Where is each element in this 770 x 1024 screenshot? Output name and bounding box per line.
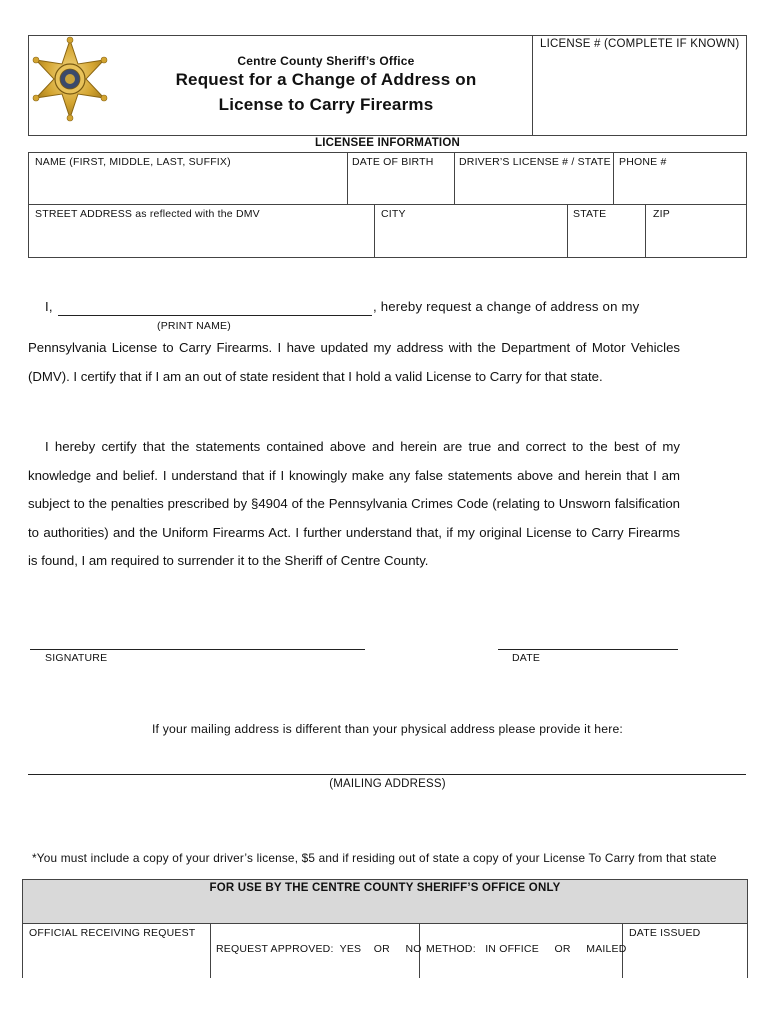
licensee-section-title: LICENSEE INFORMATION — [315, 137, 460, 149]
date-label: DATE — [512, 652, 541, 664]
request-approved-label — [216, 943, 422, 955]
date-line — [498, 649, 678, 650]
mailing-address-prompt: If your mailing address is different than your physical address please provide it here: — [151, 722, 624, 736]
col-divider — [210, 923, 211, 978]
drivers-license-input[interactable] — [457, 172, 613, 202]
method-label-text: METHOD: — [426, 943, 476, 955]
form-title-line2: License to Carry Firearms — [218, 95, 434, 114]
col-divider — [347, 152, 348, 204]
date-issued-label: DATE ISSUED — [629, 927, 701, 939]
signature-input[interactable] — [30, 630, 368, 650]
phone-label: PHONE # — [619, 156, 667, 168]
request-suffix: , hereby request a change of address on my — [373, 299, 640, 314]
mailing-address-input[interactable] — [28, 755, 749, 775]
request-prefix: I, — [45, 299, 53, 314]
license-number-label: LICENSE # (COMPLETE IF KNOWN) — [540, 38, 740, 50]
approved-label-text: REQUEST APPROVED: — [216, 943, 334, 955]
col-divider — [567, 204, 568, 258]
certification-paragraph: I hereby certify that the statements contained above and herein are true and correct to the best of my knowledge and belief. I understand that if I knowingly make any false statements above and herein that I am subject to the penalties prescribed by §4904 of the Pennsylvania Crimes Code (relating to Unsworn falsification to authorities) and the Uniform Firearms Act. I further understand that, if my original License to Carry Firearms is found, I am required to surrender it to the Sheriff of Centre County. — [28, 439, 680, 568]
approved-no[interactable]: NO — [405, 943, 422, 955]
state-input[interactable] — [570, 224, 646, 256]
street-address-label: STREET ADDRESS as reflected with the DMV — [35, 208, 260, 220]
col-divider — [374, 204, 375, 258]
print-name-input[interactable] — [58, 296, 374, 316]
licensee-row-divider — [28, 204, 747, 205]
print-name-line — [58, 315, 372, 316]
office-name: Centre County Sheriff’s Office — [237, 54, 415, 68]
phone-input[interactable] — [616, 172, 746, 202]
license-number-input[interactable] — [536, 60, 746, 132]
approved-yes[interactable]: YES — [339, 943, 362, 955]
drivers-license-label: DRIVER’S LICENSE # / STATE — [459, 156, 611, 168]
request-paragraph: Pennsylvania License to Carry Firearms. I have updated my address with the Department of Motor Vehicles (DMV). I certify that if I am an out of state resident that I hold a valid License to Carry for that state. — [28, 340, 680, 384]
name-input[interactable] — [32, 172, 346, 202]
name-label: NAME (FIRST, MIDDLE, LAST, SUFFIX) — [35, 156, 231, 168]
method-mailed[interactable]: MAILED — [586, 943, 627, 955]
street-address-input[interactable] — [32, 224, 374, 256]
method-or: OR — [554, 943, 571, 955]
method-in-office[interactable]: IN OFFICE — [485, 943, 539, 955]
dob-input[interactable] — [350, 172, 454, 202]
mailing-address-line — [28, 774, 746, 775]
method-label — [426, 943, 627, 955]
zip-input[interactable] — [649, 224, 747, 256]
requirements-note: *You must include a copy of your driver’s license, $5 and if residing out of state a copy of your License To Carry from that state — [32, 851, 717, 865]
city-label: CITY — [381, 208, 406, 220]
mailing-address-label: (MAILING ADDRESS) — [329, 778, 446, 790]
date-input[interactable] — [498, 630, 680, 650]
col-divider — [613, 152, 614, 204]
dob-label: DATE OF BIRTH — [352, 156, 434, 168]
office-use-title: FOR USE BY THE CENTRE COUNTY SHERIFF’S OFFICE ONLY — [209, 882, 561, 894]
approved-or: OR — [373, 943, 390, 955]
receiving-official-label: OFFICIAL RECEIVING REQUEST — [29, 927, 196, 939]
signature-label: SIGNATURE — [45, 652, 108, 664]
col-divider — [454, 152, 455, 204]
signature-line — [30, 649, 365, 650]
print-name-label: (PRINT NAME) — [157, 320, 231, 332]
zip-label: ZIP — [653, 208, 670, 220]
state-label: STATE — [573, 208, 607, 220]
form-title-line1: Request for a Change of Address on — [175, 70, 477, 89]
city-input[interactable] — [378, 224, 567, 256]
